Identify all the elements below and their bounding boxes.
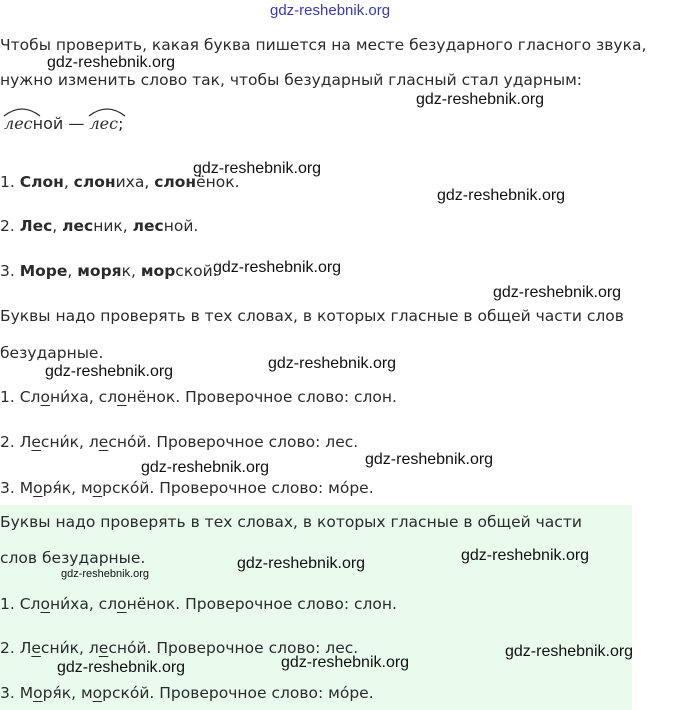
watermark: gdz-reshebnik.org: [437, 187, 566, 204]
example-ending: ной: [32, 114, 64, 133]
watermark: gdz-reshebnik.org: [47, 54, 176, 71]
highlight-answer-3: 3. Моря́к, морско́й. Проверочное слово: мо́ре.: [0, 684, 374, 702]
intro-line-2: нужно изменить слово так, чтобы безударный гласный стал ударным:: [0, 71, 583, 89]
answer-3: 3. Моря́к, морско́й. Проверочное слово: мо́ре.: [0, 479, 374, 497]
watermark: gdz-reshebnik.org: [281, 654, 410, 671]
rule-line-2: безударные.: [0, 344, 104, 362]
watermark: gdz-reshebnik.org: [416, 91, 545, 108]
highlight-rule-line-1: Буквы надо проверять в тех словах, в которых гласные в общей части: [0, 513, 582, 531]
watermark: gdz-reshebnik.org: [461, 547, 590, 564]
answer-2: 2. Лесни́к, лесно́й. Проверочное слово: лес.: [0, 433, 359, 451]
rule-line-1: Буквы надо проверять в тех словах, в которых гласные в общей части слов: [0, 307, 624, 325]
watermark: gdz-reshebnik.org: [45, 363, 174, 380]
root-mark: лес: [89, 114, 118, 134]
root-mark: лес: [4, 114, 33, 134]
watermark: gdz-reshebnik.org: [493, 284, 622, 301]
watermark: gdz-reshebnik.org: [57, 659, 186, 676]
group-3: 3. Море, моряк, морской.: [0, 262, 218, 280]
intro-line-1: Чтобы проверить, какая буква пишется на месте безударного гласного звука,: [0, 36, 647, 54]
highlight-answer-2: 2. Лесни́к, лесно́й. Проверочное слово: лес.: [0, 639, 359, 657]
answer-1: 1. Слони́ха, слонёнок. Проверочное слово: слон.: [0, 388, 397, 406]
watermark: gdz-reshebnik.org: [61, 568, 150, 580]
watermark: gdz-reshebnik.org: [270, 2, 391, 19]
group-2: 2. Лес, лесник, лесной.: [0, 217, 199, 235]
watermark: gdz-reshebnik.org: [213, 259, 342, 276]
watermark: gdz-reshebnik.org: [141, 459, 270, 476]
highlight-answer-1: 1. Слони́ха, слонёнок. Проверочное слово: слон.: [0, 595, 397, 613]
example-tail: ;: [118, 114, 124, 133]
highlight-rule-line-2: слов безударные.: [0, 549, 146, 567]
watermark: gdz-reshebnik.org: [237, 555, 366, 572]
watermark: gdz-reshebnik.org: [505, 643, 634, 660]
watermark: gdz-reshebnik.org: [365, 451, 494, 468]
watermark: gdz-reshebnik.org: [268, 355, 397, 372]
group-1: 1. Слон, слониха, слонёнок.: [0, 173, 240, 191]
dash: —: [63, 114, 90, 133]
watermark: gdz-reshebnik.org: [193, 160, 322, 177]
root-example: [4, 114, 123, 134]
